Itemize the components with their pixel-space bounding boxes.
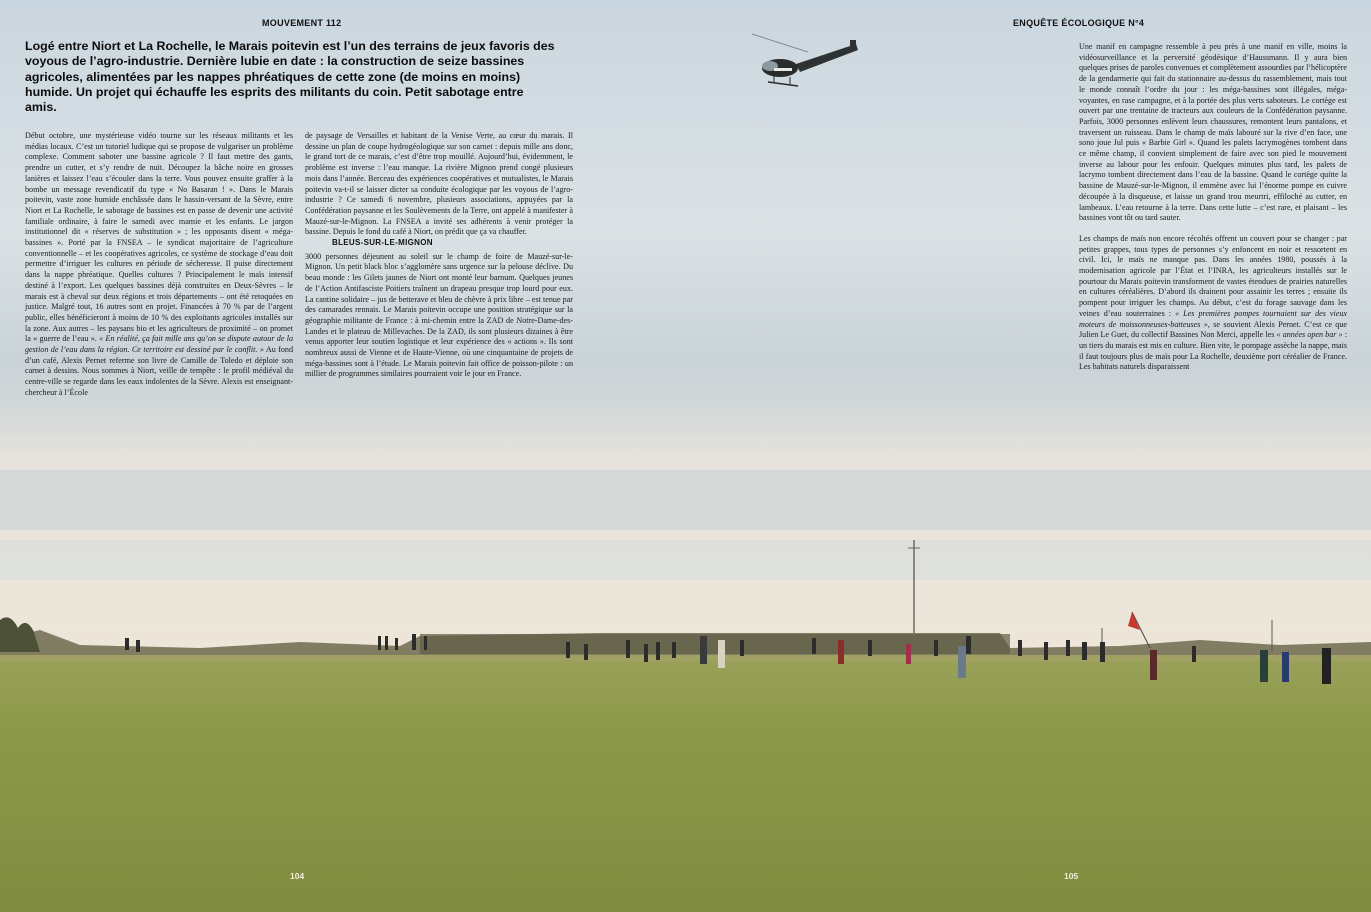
column-2-body: de paysage de Versailles et habitant de la Venise Verte, au cœur du marais. Il dessine un plan de coupe hydrogéologique sur son carnet : depuis mille ans donc, le grand tort de ce marais, c’est d’être trop mouillé. Aujourd’hui, évidemment, le problème est inverse : l’eau manque. La rivière Mignon prend congé plusieurs mois dans l’année. Berceau des expériences coopératives et mutualistes, le Marais poitevin va-t-il se laisser dicter sa conduite écologique par les voyous de l’agro-industrie ? Ce samedi 6 novembre, plusieurs associations, appuyées par la Confédération paysanne et les Soulèvements de la Terre, ont appelé à manifester à Mauzé-sur-le-Mignon. La FNSEA a invité ses adhérents à venir protéger la bassine. Depuis le fond du café à Niort, on prédit que ça va chauffer. xyxy=(305,131,573,237)
column-3-quote: « Les premières pompes tournaient sur des vieux moteurs de moissonneuses-batteuses » xyxy=(1079,308,1347,329)
running-header-left: MOUVEMENT 112 xyxy=(262,18,342,28)
column-2-body-2: 3000 personnes déjeunent au soleil sur le champ de foire de Mauzé-sur-le-Mignon. Un petit black bloc s’agglomère sans urgence sur la pelouse déclive. Du beau monde : les Gilets jaunes de Niort ont monté leur barnum. Quelques jeunes de l’Action Antifasciste Poitiers traînent un drapeau presque trop lourd pour eux. La cantine solidaire – jus de betterave et bleu de chèvre à prix libre – est tenue par des camarades rennais. Le Marais poitevin occupe une position stratégique sur la géographie militante de France : à mi-chemin entre la ZAD de Notre-Dame-des-Landes et le plateau de Millevaches. De la ZAD, ils sont plusieurs dizaines à être venus apporter leur soutien logistique et leur expérience des « actions ». Ils sont nombreux aussi de Vienne et de Haute-Vienne, où une cinquantaine de projets de méga-bassines sont à l’étude. Le Marais poitevin fait office de poisson-pilote : un millier de programmes similaires pourraient voir le jour en France. xyxy=(305,251,573,379)
column-1-text-after: Au fond d’un café, Alexis Pernet referme son livre de Camille de Toledo et déploie son carnet à dessins. Nous sommes à Niort, veille de tempête : le profil médiéval du centre-ville se regarde dans les eaux indolentes de la Sèvre. Alexis est enseignant-chercheur à l’École xyxy=(25,345,293,397)
column-3-text-a: Les champs de maïs non encore récoltés offrent un couvert pour se changer : par petites grappes, tous types de personnes s’y enfoncent en noir et ressortent en civil. Ici, le maïs ne manque pas. Dans les années 1980, poussés à la modernisation agricole par l’État et l’INRA, les agriculteurs installés sur le pourtour du Marais poitevin transforment de vastes étendues de prairies naturelles en cultures céréalières. D’abord ils drainent pour assainir les terres ; ensuite ils pompent pour irriguer les champs. Au début, c’est du forage sauvage dans les veines d’eau souterraines : xyxy=(1079,233,1347,318)
page-number-left: 104 xyxy=(290,871,305,881)
section-subheading: BLEUS-SUR-LE-MIGNON xyxy=(332,238,433,248)
column-3-body: Une manif en campagne ressemble à peu près à une manif en ville, moins la vidéosurveillance et la perversité géodésique d’Haussmann. Il y aura bien quelques prises de paroles convenues et complètement assourdies par l’hélicoptère de la gendarmerie qui fait du stationnaire au-dessus du rassemblement, mais tout le monde connaît l’ordre du jour : les méga-bassines sont illégales, méga-voyantes, en rase campagne, et à la portée des plus verts saboteurs. Le cortège est ouvert par une trentaine de tracteurs aux couleurs de la Confédération paysanne. Parfois, 3000 personnes enlèvent leurs chaussures, remontent leurs pantalons, et traversent un ruisseau. Dans le champ de maïs labouré sur la rive d’en face, une sono joue Jul puis « Barbie Girl ». Quand les palets lacrymogènes tombent dans ce même champ, il convient simplement de faire avec son pied le mouvement inverse au labour pour les enfouir. Quelques minutes plus tard, les palets de lacrymo tombent directement dans l’eau de la bassine. Quand le cortège quitte la bassine de Mauzé-sur-le-Mignon, il emmène avec lui l’énorme pompe en cuivre découpée à la disqueuse, et laisse un grand trou meurtri, effiloché au cutter, en lambeaux. L’eau retourne à la terre. Dans cette lutte – c’est rare, et plaisant – les bassines vont tôt ou tard sauter. xyxy=(1079,42,1347,223)
column-1-text: Début octobre, une mystérieuse vidéo tourne sur les réseaux militants et les médias locaux. C’est un tutoriel ludique qui se propose de vulgariser un problème complexe. Comment saboter une bassine agricole ? Il faut mettre des gants, prendre un cutter, et s’y rendre de nuit. Découpez la bâche noire en grosses lanières et laissez l’eau s’écouler dans la terre. Vous pouvez ensuite graffer à la bombe un message revendicatif du type « No Basaran ! ». Dans le Marais poitevin, vaste zone humide enchâssée dans le bassin-versant de la Sèvre, entre Niort et La Rochelle, le sabotage de bassines est en passe de devenir une activité familiale ordinaire, à faire le samedi avec mamie et les enfants. Le jargon institutionnel dit « réserves de substitution » ; les opposants disent « méga-bassines ». Porté par la FNSEA – le syndicat majoritaire de l’agriculture conventionnelle – et les coopératives agricoles, ce système de stockage d’eau doit permettre d’irriguer les cultures en période de sécheresse. Il puise directement dans la nappe phréatique. Quelles cultures ? Principalement le maïs intensif destiné à l’export. Les quelques bassines déjà construites en Deux-Sèvres – le marais est à cheval sur deux régions et trois départements – ont été retoquées en justice. Malgré tout, 16 autres sont en projet. Financées à 70 % par de l’argent public, elles bénéficieront à moins de 10 % des exploitants agricoles installés sur la zone. Aux autres – les paysans bio et les agriculteurs de proximité – on promet la « guerre de l’eau ». xyxy=(25,131,293,344)
column-3-text-b: , se souvient Alexis Pernet. C’est ce que Julien Le Guet, du collectif Bassines Non Merci, appelle les xyxy=(1079,319,1347,340)
column-1-quote: « En réalité, ça fait mille ans qu’on se dispute autour de la gestion de l’eau dans la région. Ce territoire est dessiné par le conflit. » xyxy=(25,334,293,355)
article-column-2 xyxy=(305,131,573,380)
article-column-1 xyxy=(25,131,293,399)
column-3-quote-2: « années open bar » xyxy=(1276,330,1343,340)
column-3-text-c: : un tiers du marais est mis en culture. Bien vite, le pompage assèche la nappe, mais il faut toujours plus de maïs pour La Rochelle, deuxième port céréalier de France. Les habitats naturels disparaissent xyxy=(1079,330,1347,372)
article-lead: Logé entre Niort et La Rochelle, le Marais poitevin est l’un des terrains de jeux favoris des voyous de l’agro-industrie. Dernière lubie en date : la construction de seize bassines agricoles, alimentées par les nappes phréatiques de cette zone (de moins en moins) humide. Un projet qui échauffe les esprits des militants du coin. Petit sabotage entre amis. xyxy=(25,39,555,115)
page-number-right: 105 xyxy=(1064,871,1079,881)
article-column-3 xyxy=(1079,42,1347,373)
column-1-body xyxy=(25,131,293,399)
column-3-body-2 xyxy=(1079,234,1347,373)
running-header-right: ENQUÊTE ÉCOLOGIQUE N°4 xyxy=(1013,18,1145,28)
